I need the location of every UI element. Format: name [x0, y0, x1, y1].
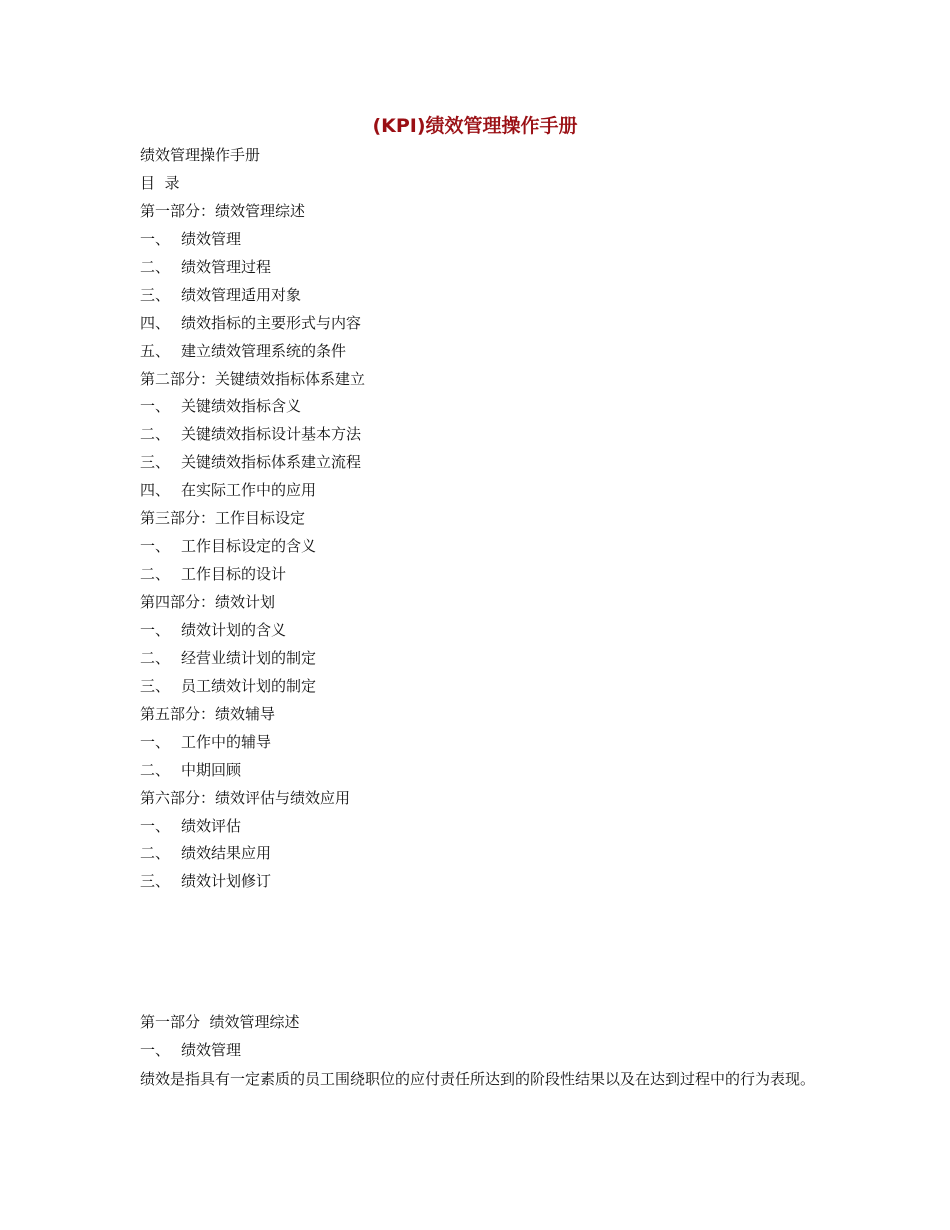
toc-item-text: 在实际工作中的应用: [181, 481, 317, 500]
body-section: [140, 1009, 822, 1093]
toc-item: [140, 310, 820, 338]
toc-item-text: 中期回顾: [181, 760, 242, 779]
toc-item: [140, 421, 820, 449]
toc-item: [140, 729, 820, 757]
toc-item-text: 绩效计划的含义: [181, 620, 287, 639]
subsection-number: 一、: [140, 1040, 171, 1059]
toc-item-text: 员工绩效计划的制定: [181, 676, 317, 695]
toc-item: [140, 868, 820, 896]
toc-item-number: 二、: [140, 844, 171, 863]
toc-item-number: 一、: [140, 732, 171, 751]
toc-item: [140, 617, 820, 645]
toc-item-text: 绩效指标的主要形式与内容: [181, 313, 362, 332]
toc-item-text: 关键绩效指标体系建立流程: [181, 453, 362, 472]
toc-item: [140, 673, 820, 701]
toc-item-number: 三、: [140, 676, 171, 695]
toc-label: 目 录: [140, 173, 180, 192]
body-paragraph: 绩效是指具有一定素质的员工围绕职位的应付责任所达到的阶段性结果以及在达到过程中的行为表现。: [140, 1069, 816, 1088]
toc-item: [140, 757, 820, 785]
toc-item-number: 一、: [140, 816, 171, 835]
toc-item-text: 建立绩效管理系统的条件: [181, 341, 347, 360]
toc-item-number: 二、: [140, 257, 171, 276]
toc-item-number: 三、: [140, 285, 171, 304]
toc-item: [140, 449, 820, 477]
toc-item-number: 一、: [140, 229, 171, 248]
toc-part-title: 第四部分：绩效计划: [140, 593, 276, 611]
toc-item-number: 三、: [140, 453, 171, 472]
toc-item: [140, 393, 820, 421]
toc-part-title: 第六部分：绩效评估与绩效应用: [140, 788, 351, 807]
toc-item-number: 四、: [140, 313, 171, 332]
section-heading: 第一部分 绩效管理综述: [140, 1013, 300, 1031]
toc-item: [140, 813, 820, 841]
document-title: (KPI)绩效管理操作手册: [372, 115, 578, 137]
toc-item: [140, 226, 820, 254]
toc-item-number: 一、: [140, 620, 171, 639]
toc-item-number: 二、: [140, 760, 171, 779]
toc-part-title: 第五部分：绩效辅导: [140, 704, 276, 723]
toc-item-text: 绩效管理: [181, 229, 242, 248]
toc-item: [140, 533, 820, 561]
toc-item-number: 四、: [140, 481, 171, 500]
toc-item-text: 工作目标的设计: [181, 565, 287, 584]
toc-item-number: 二、: [140, 648, 171, 667]
subsection-heading: [140, 1037, 822, 1065]
toc-item-number: 一、: [140, 397, 171, 416]
toc-item-text: 绩效计划修订: [181, 872, 272, 891]
toc-item: [140, 645, 820, 673]
toc-item-text: 关键绩效指标设计基本方法: [181, 425, 362, 444]
subsection-text: 绩效管理: [181, 1040, 242, 1059]
toc-item-number: 五、: [140, 341, 171, 360]
toc-part-title: 第二部分：关键绩效指标体系建立: [140, 369, 366, 388]
toc-item-number: 二、: [140, 425, 171, 444]
toc-item: [140, 840, 820, 868]
toc-item-number: 一、: [140, 537, 171, 556]
toc-part-title: 第一部分：绩效管理综述: [140, 201, 306, 220]
toc-item-text: 绩效管理适用对象: [181, 285, 302, 304]
toc-item-text: 经营业绩计划的制定: [181, 648, 317, 667]
toc-item: [140, 338, 820, 366]
toc-item-number: 二、: [140, 565, 171, 584]
toc-item-text: 关键绩效指标含义: [181, 397, 302, 416]
toc-item: [140, 254, 820, 282]
toc-part-title: 第三部分：工作目标设定: [140, 509, 306, 528]
toc-item: [140, 477, 820, 505]
toc-item-text: 绩效评估: [181, 816, 242, 835]
toc-item-text: 工作目标设定的含义: [181, 537, 317, 556]
toc-item: [140, 282, 820, 310]
toc-item: [140, 561, 820, 589]
toc-item-number: 三、: [140, 872, 171, 891]
toc-item-text: 绩效管理过程: [181, 257, 272, 276]
table-of-contents: [140, 142, 820, 896]
toc-item-text: 绩效结果应用: [181, 844, 272, 863]
toc-heading: 绩效管理操作手册: [140, 146, 261, 164]
toc-item-text: 工作中的辅导: [181, 732, 272, 751]
